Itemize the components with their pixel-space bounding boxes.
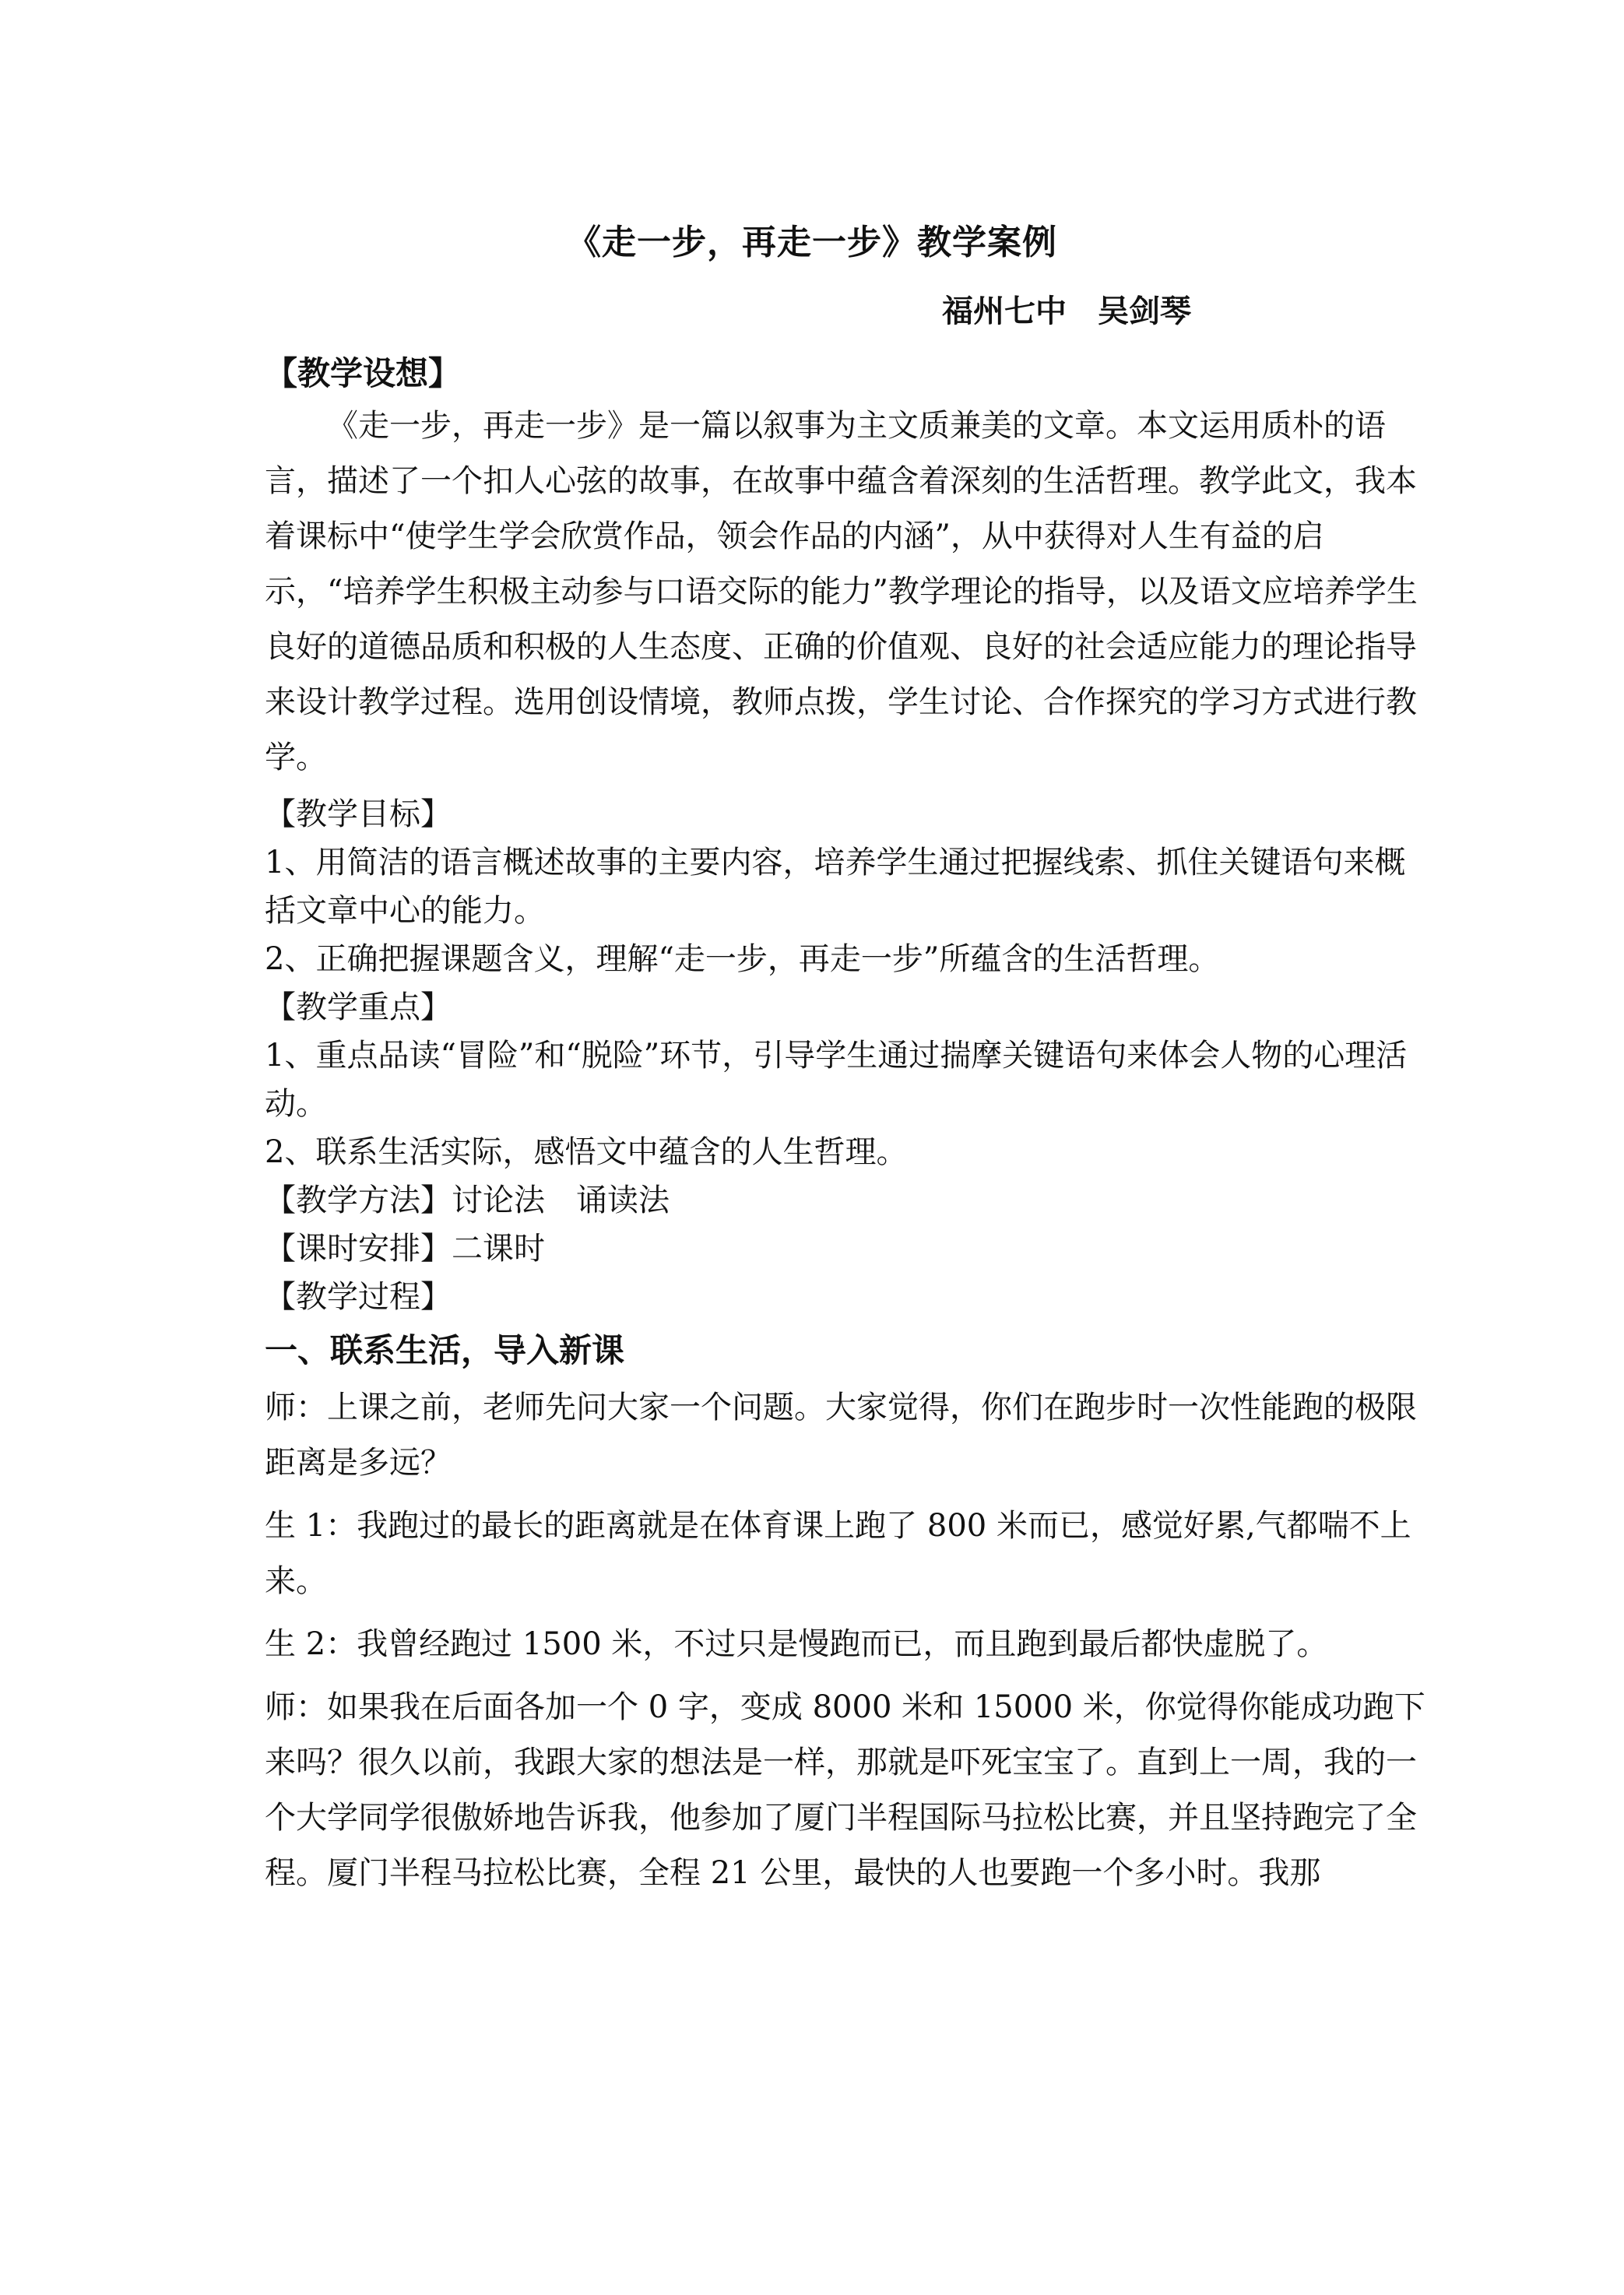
part-one-heading: 一、联系生活，导入新课 [265, 1331, 625, 1369]
schedule-value: 二课时 [452, 1231, 545, 1267]
goals-heading: 【教学目标】 [265, 796, 452, 832]
document-title: 《走一步，再走一步》教学案例 [567, 223, 1057, 262]
design-paragraph: 《走一步，再走一步》是一篇以叙事为主文质兼美的文章。本文运用质朴的语言，描述了一个扣人心弦的故事，在故事中蕴含着深刻的生活哲理。教学此文，我本着课标中“使学生学会欣赏作品，领会作品的内涵”，从中获得对人生有益的启示，“培养学生积极主动参与口语交际的能力”教学理论的指导，以及语文应培养学生良好的道德品质和积极的人生态度、正确的价值观、良好的社会适应能力的理论指导来设计教学过程。选用创设情境，教师点拨，学生讨论、合作探究的学习方式进行教学。 [265, 408, 1418, 775]
document-body [265, 349, 1432, 1901]
key-point-item: 2、联系生活实际，感悟文中蕴含的人生哲理。 [265, 1134, 908, 1170]
schedule-label: 【课时安排】 [265, 1231, 452, 1267]
key-points-heading: 【教学重点】 [265, 989, 452, 1025]
dialog-line: 生 1：我跑过的最长的距离就是在体育课上跑了 800 米而已，感觉好累,气都喘不上来。 [265, 1508, 1411, 1599]
design-heading: 【教学设想】 [265, 354, 462, 392]
dialog-line: 师：上课之前，老师先问大家一个问题。大家觉得，你们在跑步时一次性能跑的极限距离是多远？ [265, 1390, 1417, 1481]
process-heading: 【教学过程】 [265, 1279, 452, 1315]
dialog-line: 生 2：我曾经跑过 1500 米，不过只是慢跑而已，而且跑到最后都快虚脱了。 [265, 1626, 1328, 1662]
goal-item: 1、用简洁的语言概述故事的主要内容，培养学生通过把握线索、抓住关键语句来概括文章中心的能力。 [265, 845, 1406, 929]
class-schedule [265, 1225, 1432, 1273]
key-point-item: 1、重点品读“冒险”和“脱险”环节，引导学生通过揣摩关键语句来体会人物的心理活动。 [265, 1038, 1408, 1122]
dialog-line: 师：如果我在后面各加一个 0 字，变成 8000 米和 15000 米，你觉得你能成功跑下来吗？很久以前，我跟大家的想法是一样，那就是吓死宝宝了。直到上一周，我的一个大学同学很傲娇地告诉我，他参加了厦门半程国际马拉松比赛，并且坚持跑完了全程。厦门半程马拉松比赛，全程 21 公里，最快的人也要跑一个多小时。我那 [265, 1689, 1425, 1891]
method-value: 讨论法 诵读法 [452, 1183, 670, 1218]
teaching-method [265, 1176, 1432, 1225]
author-line: 福州七中 吴剑琴 [942, 293, 1191, 329]
method-label: 【教学方法】 [265, 1183, 452, 1218]
goal-item: 2、正确把握课题含义，理解“走一步，再走一步”所蕴含的生活哲理。 [265, 941, 1220, 977]
